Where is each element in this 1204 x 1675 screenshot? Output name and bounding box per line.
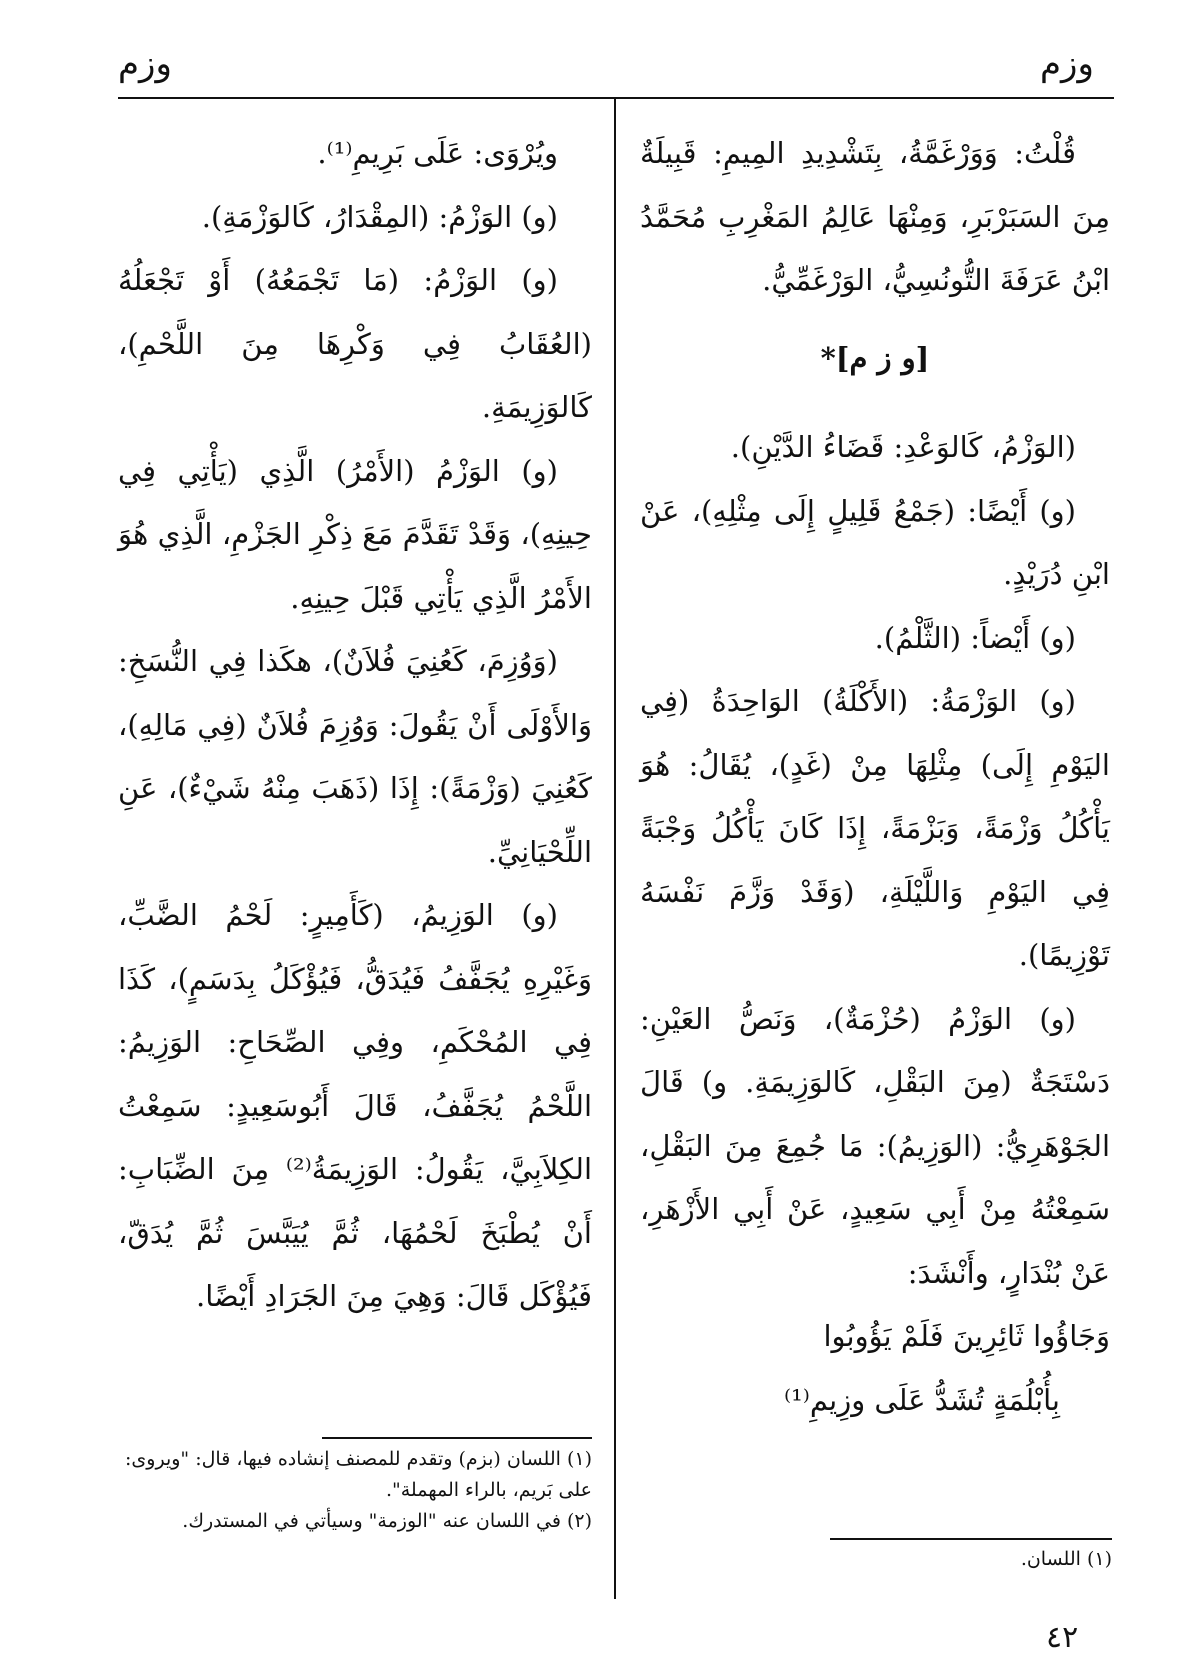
right-paragraph-5: (و) الوَزْمَةُ: (الأَكْلَةُ) الوَاحِدَةُ (فِي اليَوْمِ إِلَى) مِثْلِهَا مِنْ (غَدٍ)، يُقَالُ: هُوَ يَأْكُلُ وَزْمَةً، وَبَزْمَةً، إِذَا كَانَ يَأْكُلُ وَجْبَةً فِي اليَوْمِ وَاللَّيْلَةِ، (وَقَدْ وَزَّمَ نَفْسَهُ تَوْزِيمًا). [640, 684, 1110, 972]
left-paragraph-1: ويُرْوَى: عَلَى بَرِيمِ⁽¹⁾. [317, 136, 558, 170]
left-paragraph-3: (و) الوَزْمُ: (مَا تَجْمَعُهُ) أَوْ تَجْعَلُهُ (العُقَابُ فِي وَكْرِهَا مِنَ اللَّحْمِ)، كَالوَزِيمَةِ. [118, 263, 592, 424]
page-number: ٤٢ [1046, 1620, 1079, 1655]
left-paragraph-6: (و) الوَزِيمُ، (كَأَمِيرٍ: لَحْمُ الضَّبِّ، وَغَيْرِهِ يُجَفَّفُ فَيُدَقُّ، فَيُؤْكَلُ بِدَسَمٍ)، كَذَا فِي المُحْكَمِ، وفِي الصِّحَاحِ: الوَزِيمُ: اللَّحْمُ يُجَفَّفُ، قَالَ أَبُوسَعِيدٍ: سَمِعْتُ الكِلاَبِيَّ، يَقُولُ: الوَزِيمَةُ⁽²⁾ مِنَ الضِّبَابِ: أَنْ يُطْبَخَ لَحْمُهَا، ثُمَّ يُيَبَّسَ ثُمَّ يُدَقّ، فَيُؤْكَل قَالَ: وَهِيَ مِنَ الجَرَادِ أَيْضًا. [118, 898, 592, 1313]
footnote-rule-right [830, 1538, 1112, 1540]
running-header-right: وزم [1040, 44, 1094, 84]
left-column [118, 122, 592, 1329]
footnote-left-2: (٢) في اللسان عنه "الوزمة" وسيأتي في المستدرك. [182, 1510, 592, 1532]
right-paragraph-2: (الوَزْمُ، كَالوَعْدِ: قَضَاءُ الدَّيْنِ). [730, 430, 1076, 464]
right-column [640, 122, 1110, 1432]
left-paragraph-4: (و) الوَزْمُ (الأَمْرُ) الَّذِي (يَأْتِي فِي حِينِهِ)، وَقَدْ تَقَدَّمَ مَعَ ذِكْرِ الجَزْمِ، الَّذِي هُوَ الأَمْرُ الَّذِي يَأْتِي قَبْلَ حِينِهِ. [118, 453, 592, 615]
footnote-right-1: (١) اللسان. [1020, 1548, 1112, 1570]
right-paragraph-6: (و) الوَزْمُ (حُزْمَةٌ)، وَنَصُّ العَيْنِ: دَسْتَجَةٌ (مِنَ البَقْلِ، كَالوَزِيمَةِ. و) قَالَ الجَوْهَرِيُّ: (الوَزِيمُ): مَا جُمِعَ مِنَ البَقْلِ، سَمِعْتُهُ مِنْ أَبِي سَعِيدٍ، عَنْ أَبِي الأَزْهَرِ، عَنْ بُنْدَارٍ، وأَنْشَدَ: [640, 1001, 1110, 1290]
footnotes-right [640, 1544, 1112, 1575]
footnote-rule-left [322, 1437, 592, 1439]
left-paragraph-2: (و) الوَزْمُ: (المِقْدَارُ، كَالوَزْمَةِ). [201, 199, 558, 234]
right-paragraph-4: (و) أَيْضاً: (الثَّلْمُ). [874, 620, 1076, 655]
verse-line-1: وَجَاؤُوا ثَائِرِينَ فَلَمْ يَؤُوبُوا [823, 1319, 1110, 1353]
right-paragraph-1: قُلْتُ: وَوَرْغَمَّةُ، بِتَشْدِيدِ المِيمِ: قَبِيلَةٌ مِنَ السَبَرْبَرِ، وَمِنْهَا عَالِمُ المَغْرِبِ مُحَمَّدُ ابْنُ عَرَفَةَ التُّونُسِيُّ، الوَرْغَمِّيُّ. [640, 136, 1110, 297]
running-header-left: وزم [118, 44, 172, 84]
left-paragraph-5: (وَوُزِمَ، كَعُنِيَ فُلاَنٌ)، هكَذا فِي النُّسَخِ: وَالأَوْلَى أَنْ يَقُولَ: وَوُزِمَ فُلاَنٌ (فِي مَالِهِ)، كَعُنِيَ (وَزْمَةً): إِذَا (ذَهَبَ مِنْهُ شَيْءٌ)، عَنِ اللِّحْيَانِيِّ. [118, 644, 592, 869]
entry-heading: [و ز م]* [820, 340, 930, 375]
right-paragraph-3: (و) أَيْضًا: (جَمْعُ قَلِيلٍ إِلَى مِثْلِهِ)، عَنْ ابْنِ دُرَيْدٍ. [640, 493, 1110, 591]
column-divider [614, 99, 616, 1599]
footnotes-left [118, 1444, 592, 1537]
footnote-left-1: (١) اللسان (بزم) وتقدم للمصنف إنشاده فيها، قال: "ويروى: على بَريم، بالراء المهملة". [125, 1448, 592, 1501]
header-rule [118, 97, 1114, 99]
verse-line-2: بِأُبْلُمَةٍ تُشَدُّ عَلَى وزِيمِ⁽¹⁾ [783, 1382, 1060, 1417]
